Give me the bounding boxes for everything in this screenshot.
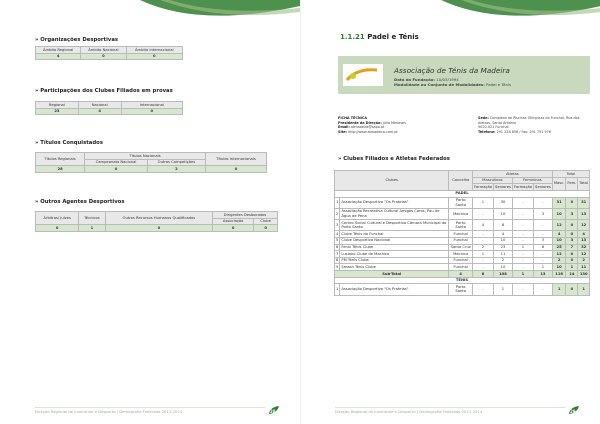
club-name: Lusiano Clube de Machico bbox=[340, 251, 449, 258]
table-cell: 3 bbox=[566, 237, 578, 244]
table-agentes bbox=[35, 211, 278, 232]
table-clubes bbox=[334, 170, 590, 296]
col-header: Outras Competições bbox=[147, 159, 205, 166]
county: Porto Santo bbox=[449, 220, 473, 231]
table-cell: 12 bbox=[578, 251, 590, 258]
table-cell: 10 bbox=[552, 237, 566, 244]
col-header: Concelho bbox=[449, 171, 473, 191]
table-cell: - bbox=[512, 251, 533, 258]
col-header: Outros Recursos Humanos Qualificados bbox=[105, 212, 213, 225]
table-cell: - bbox=[533, 197, 552, 208]
club-name: Smash Ténis Clube bbox=[340, 264, 449, 271]
table-cell: 1 bbox=[552, 284, 566, 295]
table-cell: 2 bbox=[578, 257, 590, 264]
association-band bbox=[338, 56, 590, 94]
table-cell: 10 bbox=[552, 264, 566, 271]
table-cell: 2 bbox=[147, 166, 205, 173]
col-header: Atletas bbox=[472, 171, 552, 178]
association-logo-icon bbox=[343, 64, 383, 86]
table-cell: 1 bbox=[512, 271, 533, 278]
table-cell: - bbox=[533, 220, 552, 231]
table-cell: 0 bbox=[566, 251, 578, 258]
county: Machico bbox=[449, 208, 473, 219]
table-cell: 2 bbox=[472, 244, 493, 251]
table-cell: 4 bbox=[36, 53, 81, 60]
row-number: 2 bbox=[335, 208, 340, 219]
table-cell: 4 bbox=[78, 108, 121, 115]
table-cell: 1 bbox=[79, 225, 105, 232]
county: Funchal bbox=[449, 264, 473, 271]
table-cell: 1 bbox=[533, 264, 552, 271]
table-cell: 1 bbox=[494, 284, 513, 295]
col-header: Árbitros/ Juízes bbox=[36, 212, 79, 225]
county: Funchal bbox=[449, 257, 473, 264]
table-cell: 0 bbox=[254, 225, 278, 232]
section-title-participacoes: » Participações dos Clubes Filiados em provas bbox=[35, 88, 173, 94]
col-header: Clube bbox=[254, 218, 278, 225]
row-number: 8 bbox=[336, 258, 339, 263]
category-row: PADEL bbox=[335, 190, 590, 197]
table-row bbox=[335, 231, 590, 238]
table-cell: - bbox=[512, 208, 533, 219]
table-cell: 31 bbox=[552, 197, 566, 208]
table-titulos bbox=[35, 152, 267, 173]
col-header: Títulos Regionais bbox=[36, 153, 85, 166]
table-cell: 1 bbox=[472, 251, 493, 258]
table-row bbox=[335, 284, 590, 295]
foundation-date: Data da Fundação: 10/03/1994 bbox=[394, 77, 459, 82]
table-row bbox=[335, 237, 590, 244]
section-title-clubes: » Clubes Filiados e Atletas Federados bbox=[338, 156, 450, 162]
table-cell: 0 bbox=[105, 225, 213, 232]
col-header: Total bbox=[578, 177, 590, 190]
table-cell: 0 bbox=[213, 225, 254, 232]
table-cell: - bbox=[512, 257, 533, 264]
table-cell: - bbox=[512, 284, 533, 295]
table-cell: 0 bbox=[36, 225, 79, 232]
table-cell: 25 bbox=[552, 244, 566, 251]
tech-sheet-left: FICHA TÉCNICA Presidente da Direção: Júlio Meneses Email: atmadeira@sapo.pt Site: http://www.atmadeira.com.pt bbox=[338, 116, 406, 134]
table-cell: 4 bbox=[472, 220, 493, 231]
tech-sheet-right: Sede: Complexo de Piscinas Olímpicas do Funchal, Rua dos Aleixos, Santo António 9020-021 Funchal Telefone: 291 228 856 / Fax: 291 751 976 bbox=[478, 116, 580, 134]
county: Funchal bbox=[449, 237, 473, 244]
section-title-titulos: » Títulos Conquistados bbox=[35, 140, 103, 146]
county: Porto Santo bbox=[449, 197, 473, 208]
row-number: 1 bbox=[335, 197, 340, 208]
col-header: Total bbox=[552, 171, 589, 178]
table-cell: 12 bbox=[552, 220, 566, 231]
table-row bbox=[335, 244, 590, 251]
footer-text: Direção Regional de Juventude e Desporto | Demografia Federada 2013-2014 bbox=[335, 409, 483, 414]
table-row bbox=[335, 197, 590, 208]
table-cell: 2 bbox=[552, 257, 566, 264]
table-cell: 6 bbox=[533, 244, 552, 251]
county: Porto Santo bbox=[449, 284, 473, 295]
club-name: Centro Social Cultural e Desportivo Câmara Municipal do Porto Santo bbox=[340, 220, 449, 231]
col-header: Formação bbox=[513, 184, 532, 189]
col-header: Âmbito Regional bbox=[36, 47, 81, 54]
table-cell: 4 bbox=[578, 231, 590, 238]
chapter-heading: 1.1.21 Padel e Ténis bbox=[340, 33, 419, 41]
table-cell: 31 bbox=[578, 197, 590, 208]
table-cell: - bbox=[472, 237, 493, 244]
col-header: Seniores bbox=[495, 184, 511, 189]
table-cell: 12 bbox=[552, 251, 566, 258]
table-cell: 130 bbox=[579, 271, 588, 276]
table-row bbox=[335, 208, 590, 219]
table-cell: - bbox=[512, 220, 533, 231]
table-cell: - bbox=[512, 231, 533, 238]
table-cell: 0 bbox=[126, 53, 182, 60]
table-cell: 12 bbox=[578, 220, 590, 231]
club-name: Clube Ténis do Funchal bbox=[340, 231, 449, 238]
table-cell: 23 bbox=[494, 244, 513, 251]
club-name: Associação Desportiva "Os Prateias" bbox=[340, 197, 449, 208]
table-cell: 116 bbox=[552, 271, 566, 278]
row-number: 9 bbox=[336, 264, 339, 269]
county: Machico bbox=[449, 251, 473, 258]
col-header: Masculinos bbox=[472, 177, 512, 184]
table-cell: 10 bbox=[494, 237, 513, 244]
table-cell: 4 bbox=[552, 231, 566, 238]
table-cell: 0 bbox=[566, 220, 578, 231]
table-cell: 7 bbox=[566, 244, 578, 251]
table-cell: 2 bbox=[494, 257, 513, 264]
table-cell: - bbox=[472, 231, 493, 238]
col-header: Associação bbox=[213, 218, 254, 225]
table-cell: - bbox=[512, 237, 533, 244]
col-header: Masc. bbox=[552, 177, 566, 190]
col-header: Campeonato Nacional bbox=[85, 159, 148, 166]
table-cell: - bbox=[472, 257, 493, 264]
col-header: Regional bbox=[36, 102, 79, 109]
col-header: Internacional bbox=[121, 102, 182, 109]
col-header: Âmbito Internacional bbox=[126, 47, 182, 54]
col-header: Dirigentes Desbocados bbox=[213, 212, 278, 219]
row-number: 5 bbox=[336, 238, 339, 243]
table-cell: 3 bbox=[533, 208, 552, 219]
table-cell: - bbox=[472, 264, 493, 271]
section-title-agentes: » Outros Agentes Desportivos bbox=[35, 199, 125, 205]
county: Santa Cruz bbox=[450, 245, 471, 249]
table-cell: 28 bbox=[36, 166, 85, 173]
col-header: Fem. bbox=[566, 177, 578, 190]
footer-line bbox=[335, 407, 565, 408]
table-cell: - bbox=[472, 208, 493, 219]
modality: Modalidade ou Conjunto de Modalidades: Padel e Ténis bbox=[394, 82, 512, 87]
table-row bbox=[335, 257, 590, 264]
row-number: 1 bbox=[335, 284, 340, 295]
table-cell: 3 bbox=[566, 208, 578, 219]
table-cell: 3 bbox=[533, 237, 552, 244]
table-cell: 1 bbox=[512, 244, 533, 251]
category-row: TÉNIS bbox=[335, 277, 590, 284]
table-cell: 4 bbox=[494, 231, 513, 238]
decorative-swoosh bbox=[140, 0, 300, 30]
table-cell: 0 bbox=[566, 284, 578, 295]
table-cell: 13 bbox=[578, 237, 590, 244]
table-cell: - bbox=[512, 197, 533, 208]
table-cell: 11 bbox=[494, 251, 513, 258]
table-cell: - bbox=[533, 231, 552, 238]
table-cell: 1 bbox=[472, 197, 493, 208]
col-header: Formação bbox=[473, 184, 493, 189]
table-cell: 1 bbox=[578, 284, 590, 295]
table-cell: - bbox=[472, 284, 493, 295]
table-cell: 10 bbox=[552, 208, 566, 219]
table-cell: 14 bbox=[566, 271, 578, 278]
table-cell: - bbox=[533, 284, 552, 295]
table-cell: 0 bbox=[566, 257, 578, 264]
page-number: 29 bbox=[570, 409, 576, 414]
table-cell: 4 bbox=[449, 271, 473, 278]
table-cell: 23 bbox=[36, 108, 79, 115]
table-row bbox=[335, 264, 590, 271]
table-organizacoes bbox=[35, 46, 183, 60]
table-cell: 0 bbox=[121, 108, 182, 115]
table-cell: 11 bbox=[578, 264, 590, 271]
col-header: Clubes bbox=[335, 171, 449, 191]
table-cell: - bbox=[533, 251, 552, 258]
association-name: Associação de Ténis da Madeira bbox=[394, 66, 510, 75]
table-cell: - bbox=[512, 264, 533, 271]
col-header: Âmbito Nacional bbox=[81, 47, 126, 54]
footer-line bbox=[35, 407, 265, 408]
subtotal-label: Sub-Total bbox=[335, 271, 449, 278]
table-cell: 10 bbox=[494, 264, 513, 271]
table-cell: 108 bbox=[494, 271, 513, 278]
table-cell: 0 bbox=[85, 166, 148, 173]
table-cell: 0 bbox=[566, 231, 578, 238]
col-header: Técnicos bbox=[79, 212, 105, 225]
table-participacoes bbox=[35, 101, 183, 115]
footer-text: Direção Regional de Juventude e Desporto | Demografia Federada 2013-2014 bbox=[35, 409, 183, 414]
county: Funchal bbox=[449, 231, 473, 238]
row-number: 3 bbox=[335, 220, 340, 231]
col-header: Seniores bbox=[534, 184, 551, 189]
row-number: 6 bbox=[336, 245, 339, 249]
table-cell: 0 bbox=[206, 166, 267, 173]
table-row bbox=[335, 251, 590, 258]
table-cell: 0 bbox=[81, 53, 126, 60]
decorative-swoosh bbox=[441, 0, 600, 30]
col-header: Títulos Internacionais bbox=[206, 153, 267, 166]
table-cell: 32 bbox=[578, 244, 590, 251]
col-header: Títulos Nacionais bbox=[85, 153, 206, 160]
table-cell: 10 bbox=[494, 208, 513, 219]
row-number: 4 bbox=[336, 231, 339, 236]
table-cell: 8 bbox=[472, 271, 493, 278]
col-header: Femininos bbox=[512, 177, 552, 184]
club-name: Associação Recreativa Cultural Amigos Caros, Pau de Água de Pena bbox=[340, 208, 449, 219]
table-cell: 0 bbox=[566, 197, 578, 208]
section-title-organizacoes: » Organizações Desportivas bbox=[35, 37, 119, 43]
table-cell: 8 bbox=[494, 220, 513, 231]
table-cell: - bbox=[533, 257, 552, 264]
table-row bbox=[335, 220, 590, 231]
row-number: 7 bbox=[336, 251, 339, 256]
table-cell: 1 bbox=[566, 264, 578, 271]
table-cell: 30 bbox=[494, 197, 513, 208]
club-name: Clube Desportivo Nacional bbox=[340, 237, 449, 244]
club-name: Associação Desportiva "Os Prateias" bbox=[340, 284, 449, 295]
page-number: 28 bbox=[270, 409, 276, 414]
col-header: Nacional bbox=[78, 102, 121, 109]
table-cell: 13 bbox=[578, 208, 590, 219]
club-name: PM Ténis Clube bbox=[340, 257, 449, 264]
table-cell: 13 bbox=[533, 271, 552, 278]
club-name: Fenix Ténis Clube bbox=[340, 244, 449, 251]
